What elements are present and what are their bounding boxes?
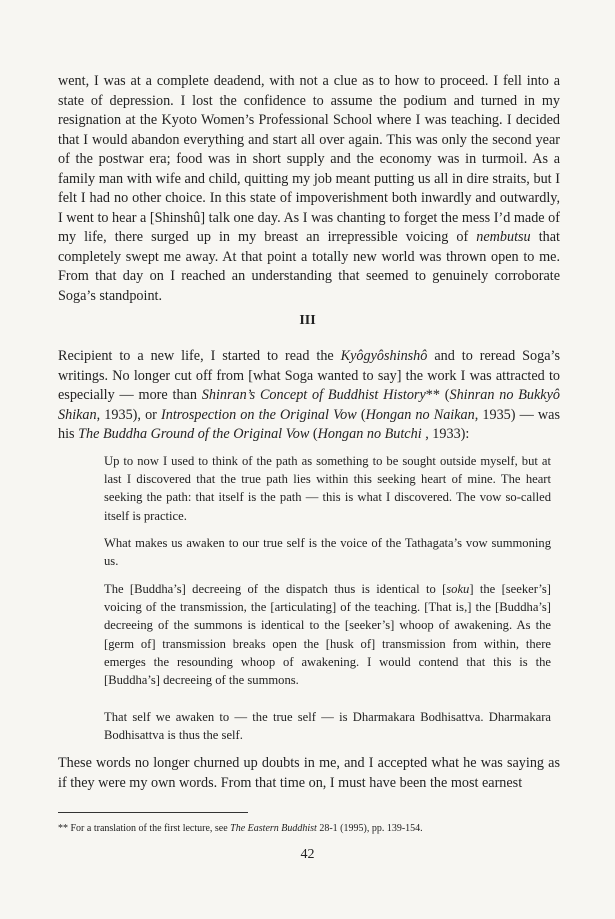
- text-run: and to reread Soga’s writings. No longer cut off from [what Soga wanted to say] the work I was attracted to especially — more than: [58, 348, 560, 403]
- text-run: What makes us awaken to our true self is the voice of the Tathagata’s vow summoning us.: [104, 536, 551, 569]
- italic-text: Hongan no Naikan: [365, 406, 475, 423]
- italic-text: The Buddha Ground of the Original Vow: [78, 426, 310, 442]
- paragraph-1: [58, 72, 560, 306]
- footnote: [58, 822, 568, 836]
- text-run: went, I was at a complete deadend, with not a clue as to how to proceed. I fell into a state of depression. I lost the confidence to assume the podium and turned in my resignation at the Kyoto Women’s Professional School where I was teaching. I decided that I would abandon everything and start all over again. This was only the second year of the postwar era; food was in short supply and the economy was in turmoil. As a family man with wife and child, quitting my job meant putting us all in dire straits, but I felt I had no other choice. In this state of impoverishment both inwardly and outwardly, I went to hear a [Shinshû] talk one day. As I was chanting to forget the mess I’d made of my life, there surged up in my breast an irrepressible voicing of: [58, 73, 560, 245]
- text-run: ** (: [425, 387, 450, 403]
- italic-text: nembutsu: [476, 229, 531, 245]
- text-run: That self we awaken to — the true self — is Dharmakara Bodhisattva. Dharmakara Bodhisattva is thus the self.: [104, 710, 551, 743]
- text-run: , 1935) — was his: [58, 406, 560, 442]
- block-quote-2: [104, 534, 551, 570]
- text-run: , 1933):: [421, 426, 470, 442]
- text-run: The [Buddha’s] decreeing of the dispatch thus is identical to [: [104, 582, 447, 596]
- text-run: that completely swept me away. At that point a totally new world was thrown open to me. From that day on I reached an understanding that seemed to genuinely corroborate Soga’s standpoint.: [58, 229, 560, 304]
- block-quote-3: [104, 580, 551, 689]
- text-run: These words no longer churned up doubts in me, and I accepted what he was saying as if they were my own words. From that time on, I must have been the most earnest: [58, 755, 560, 791]
- italic-text: Shinran no Bukkyô Shikan: [58, 387, 560, 423]
- italic-text: The Eastern Buddhist: [230, 823, 317, 834]
- text-run: Up to now I used to think of the path as something to be sought outside myself, but at last I discovered that the true path lies within this seeking heart of mine. The heart seeking the path: that itself is the path — this is what I discovered. The vow so-called itself is practice.: [104, 454, 551, 523]
- text-run: , 1935), or: [96, 406, 162, 423]
- page-number: 42: [300, 847, 315, 862]
- italic-text: Shinran’s Concept of Buddhist History: [201, 387, 426, 403]
- section-heading: III: [299, 313, 316, 328]
- italic-text: Kyôgyôshinshô: [340, 348, 428, 364]
- text-run: Recipient to a new life, I started to read the: [58, 348, 341, 364]
- text-run: (: [309, 426, 318, 442]
- italic-text: Introspection on the Original Vow: [161, 406, 357, 423]
- text-run: ** For a translation of the first lecture, see: [58, 823, 231, 834]
- block-quote-1: [104, 452, 551, 525]
- text-run: ] the [seeker’s] voicing of the transmission, the [articulating] of the teaching. [That is,] the [Buddha’s] decreeing of the summons is identical to the [seeker’s] whoop of awakening. As the [germ of] transmission breaks open the [husk of] transmission from within, there emerges the resounding whoop of awakening. I would contend that this is the [Buddha’s] decreeing of the summons.: [104, 582, 551, 688]
- text-run: (: [356, 406, 366, 423]
- footnote-rule: [58, 812, 248, 813]
- paragraph-2: [58, 347, 560, 445]
- italic-text: soku: [446, 582, 470, 596]
- paragraph-3: [58, 754, 560, 793]
- block-quote-4: [104, 708, 551, 744]
- text-run: 28-1 (1995), pp. 139-154.: [316, 823, 423, 834]
- italic-text: Hongan no Butchi: [317, 426, 422, 442]
